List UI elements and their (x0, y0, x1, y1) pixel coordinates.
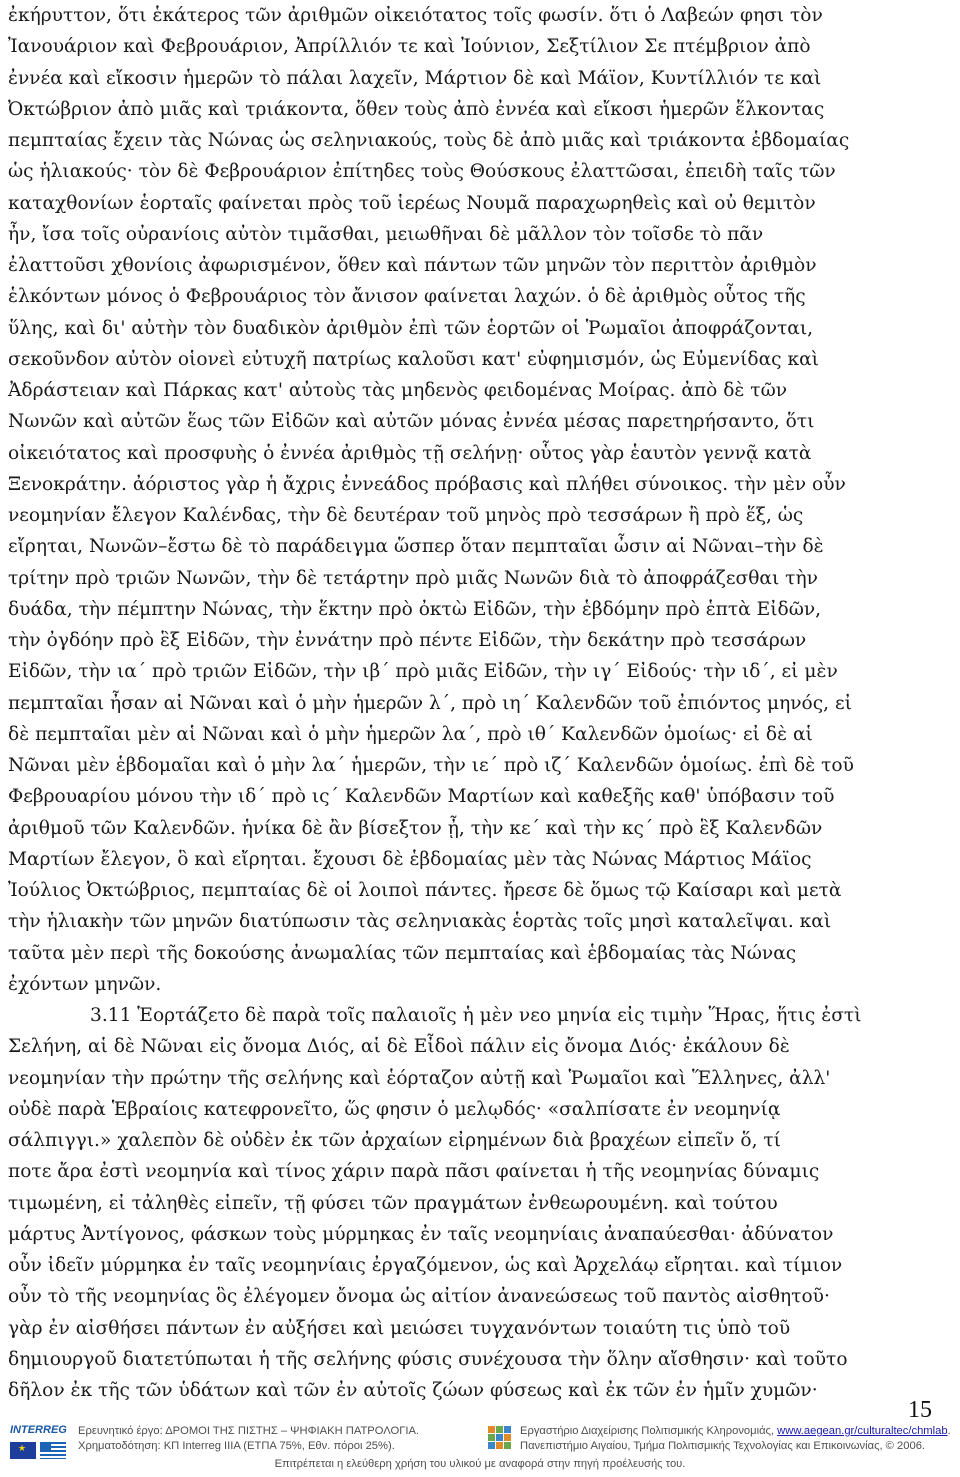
lab-website-link[interactable]: www.aegean.gr/culturaltec/chmlab (777, 1425, 948, 1437)
text-line: ἀριθμοῦ τῶν Καλενδῶν. ἡνίκα δὲ ἂν βίσεξτον ᾖ, τὴν κε´ καὶ τὴν κς´ πρὸ ἓξ Καλενδῶν (8, 817, 823, 839)
text-line: τὴν ὀγδόην πρὸ ἓξ Εἰδῶν, τὴν ἐννάτην πρὸ πέντε Εἰδῶν, τὴν δεκάτην πρὸ τεσσάρων (8, 630, 807, 651)
main-text (8, 0, 958, 1000)
text-line: τιμωμένη, εἰ τἀληθὲς εἰπεῖν, τῇ φύσει τῶν πραγμάτων ἐνθεωρουμένη. καὶ τούτου (8, 1192, 778, 1214)
text-line: Νωνῶν καὶ αὐτῶν ἕως τῶν Εἰδῶν καὶ αὐτῶν μόνας ἐννέα μέσας παρετηρήσαντο, ὅτι (8, 411, 815, 433)
text-line: Ἰανουάριον καὶ Φεβρουάριον, Ἀπρίλλιόν τε καὶ Ἰούνιον, Σεξτίλιον Σε πτέμβριον ἀπὸ (8, 36, 811, 58)
text-line: Εἰδῶν, τὴν ια´ πρὸ τριῶν Εἰδῶν, τὴν ιβ´ πρὸ μιᾶς Εἰδῶν, τὴν ιγ´ Εἰδούς· τὴν ιδ´, εἰ μὲν (8, 661, 838, 683)
text-line: δυάδα, τὴν πέμπτην Νώνας, τὴν ἕκτην πρὸ ὀκτὼ Εἰδῶν, τὴν ἑβδόμην πρὸ ἑπτὰ Εἰδῶν, (8, 598, 822, 620)
text-line: ἦν, ἴσα τοῖς οὐρανίοις αὐτὸν τιμᾶσθαι, μειωθῆναι δὲ μᾶλλον τὸν τοῖσδε τὸ πᾶν (8, 223, 764, 245)
interreg-logo-text: INTERREG (10, 1424, 67, 1436)
footer-lab-name: Εργαστήριο Διαχείρισης Πολιτισμικής Κληρονομιάς, (520, 1425, 778, 1437)
text-line: Σελήνη, αἱ δὲ Νῶναι εἰς ὄνομα Διός, αἱ δὲ Εἶδοὶ πάλιν εἰς ὄνομα Διός· ἐκάλουν δὲ (8, 1036, 790, 1058)
greek-flag-icon (40, 1442, 66, 1459)
text-line: πεμπταίας ἔχειν τὰς Νώνας ὡς σεληνιακούς, τοὺς δὲ ἀπὸ μιᾶς καὶ τριάκοντα ἑβδομαίας (8, 130, 850, 151)
footer-project-line: Ερευνητικό έργο: ΔΡΟΜΟΙ ΤΗΣ ΠΙΣΤΗΣ – ΨΗΦΙΑΚΗ ΠΑΤΡΟΛΟΓΙΑ. (78, 1425, 420, 1437)
text-line: οὖν τὸ τῆς νεομηνίας ὃς ἐλέγομεν ὄνομα ὡς αἰτίον ἀνανεώσεως τοῦ παντὸς αἰσθητοῦ· (8, 1286, 830, 1308)
text-line: Ξενοκράτην. ἀόριστος γὰρ ἡ ἄχρις ἐννεάδος πρόβασις καὶ πλήθει σύνοικος. τὴν μὲν οὖν (8, 473, 846, 495)
text-line: Νῶναι μὲν ἑβδομαῖαι καὶ ὁ μὴν λα´ ἡμερῶν, τὴν ιε´ πρὸ ιζ´ Καλενδῶν ὁμοίως. ἐπὶ δὲ τοῦ (8, 755, 854, 776)
text-line: ὡς ἡλιακούς· τὸν δὲ Φεβρουάριον ἐπίτηδες τοὺς Θούσκους ἐλαττῶσαι, ἐπειδὴ ταῖς τῶν (8, 161, 836, 183)
text-line: τὴν ἡλιακὴν τῶν μηνῶν διατύπωσιν τὰς σεληνιακὰς ἑορτὰς τοῖς μησὶ καταλεῖψαι. καὶ (8, 911, 832, 933)
lab-logo-icon (486, 1424, 514, 1454)
text-line: Ἀδράστειαν καὶ Πάρκας κατ' αὐτοὺς τὰς μηδενὸς φειδομένας Μοίρας. ἀπὸ δὲ τῶν (8, 380, 788, 401)
text-line: σεκοῦνδον αὐτὸν οἱονεὶ εὐτυχῆ πατρίως καλοῦσι κατ' εὐφημισμόν, ὡς Εὐμενίδας καὶ (8, 348, 819, 370)
text-line: οὐδὲ παρὰ Ἑβραίοις κατεφρονεῖτο, ὥς φησιν ὁ μελῳδός· «σαλπίσατε ἐν νεομηνίᾳ (8, 1098, 781, 1120)
text-line: ταῦτα μὲν περὶ τῆς δοκούσης ἀνωμαλίας τῶν πεμπταίας καὶ ἑβδομαίας τὰς Νώνας (8, 942, 797, 964)
page-number: 15 (908, 1397, 932, 1423)
text-line: ἐκήρυττον, ὅτι ἑκάτερος τῶν ἀριθμῶν οἰκειότατος τοῖς φωσίν. ὅτι ὁ Λαβεών φησι τὸν (8, 5, 823, 26)
footer-logos (10, 1420, 68, 1460)
text-line: ὕλης, καὶ δι' αὐτὴν τὸν δυαδικὸν ἀριθμὸν ἐπὶ τῶν ἑορτῶν οἱ Ῥωμαῖοι ἀποφράζονται, (8, 317, 814, 339)
text-line: ἐχόντων μηνῶν. (8, 973, 162, 995)
footer-lab-line (520, 1424, 960, 1439)
text-line: οἰκειότατος καὶ προσφυὴς ὁ ἐννέα ἀριθμὸς τῇ σελήνῃ· οὗτος γὰρ ἑαυτὸν γεννᾷ κατὰ (8, 442, 812, 464)
text-line: δημιουργοῦ διατετύπωται ἡ τῆς σελήνης φύσις συνέχουσα τὴν ὅλην αἴσθησιν· καὶ τοῦτο (8, 1348, 848, 1370)
footer-usage-notice: Επιτρέπεται η ελεύθερη χρήση του υλικού με αναφορά στην πηγή προέλευσής του. (274, 1458, 686, 1470)
text-line: Ὀκτώβριον ἀπὸ μιᾶς καὶ τριάκοντα, ὅθεν τοὺς ἀπὸ ἐννέα καὶ εἴκοσι ἡμερῶν ἕλκοντας (8, 98, 825, 120)
text-line: ἐννέα καὶ εἴκοσιν ἡμερῶν τὸ πάλαι λαχεῖν, Μάρτιον δὲ καὶ Μάϊον, Κυντίλλιόν τε καὶ (8, 67, 822, 89)
text-line: δὲ πεμπταῖαι μὲν αἱ Νῶναι καὶ ὁ μὴν ἡμερῶν λα´, πρὸ ιθ´ Καλενδῶν ὁμοίως· εἰ δὲ αἱ (8, 723, 813, 745)
footer-university-line: Πανεπιστήμιο Αιγαίου, Τμήμα Πολιτισμικής Τεχνολογίας και Επικοινωνίας, © 2006. (520, 1440, 926, 1452)
text-line: 3.11 Ἑορτάζετο δὲ παρὰ τοῖς παλαιοῖς ἡ μὲν νεο μηνία εἰς τιμὴν Ἥρας, ἥτις ἐστὶ (90, 1005, 862, 1026)
footer (0, 1420, 960, 1477)
interreg-logo (10, 1420, 66, 1440)
footer-project-info (78, 1424, 438, 1454)
text-line: νεομηνίαν τὴν πρώτην τῆς σελήνης καὶ ἑόρταζον αὐτῇ καὶ Ῥωμαῖοι καὶ Ἕλληνες, ἀλλ' (8, 1067, 831, 1089)
text-line: μάρτυς Ἀντίγονος, φάσκων τοὺς μύρμηκας ἐν ταῖς νεομηνίαις ἀναπαύεσθαι· ἀδύνατον (8, 1223, 834, 1245)
text-line: πεμπταῖαι ἦσαν αἱ Νῶναι καὶ ὁ μὴν ἡμερῶν λ´, πρὸ ιη´ Καλενδῶν τοῦ ἐπιόντος μηνός, εἰ (8, 692, 852, 714)
text-line: ἑλκόντων μόνος ὁ Φεβρουάριος τὸν ἄνισον φαίνεται λαχών. ὁ δὲ ἀριθμὸς οὗτος τῆς (8, 286, 806, 308)
text-line: ποτε ἄρα ἐστὶ νεομηνία καὶ τίνος χάριν παρὰ πᾶσι φαίνεται ἡ τῆς νεομηνίας δύναμις (8, 1161, 820, 1183)
footer-lab-period: . (947, 1425, 951, 1437)
eu-flag-icon (10, 1442, 36, 1459)
text-line: Ἰούλιος Ὀκτώβριος, πεμπταίας δὲ οἱ λοιποὶ πάντες. ἤρεσε δὲ ὅμως τῷ Καίσαρι καὶ μετὰ (8, 880, 842, 901)
text-line: οὖν ἰδεῖν μύρμηκα ἐν ταῖς νεομηνίαις ἐργαζόμενον, ὡς καὶ Ἀρχελάῳ εἴρηται. καὶ τίμιον (8, 1255, 843, 1276)
footer-lab-info (520, 1424, 960, 1454)
text-line: ἐλαττοῦσι χθονίοις ἀφωρισμένον, ὅθεν καὶ πάντων τῶν μηνῶν τὸν περιττὸν ἀριθμὸν (8, 255, 817, 276)
text-line: εἴρηται, Νωνῶν–ἔστω δὲ τὸ παράδειγμα ὥσπερ ὅταν πεμπταῖαι ὦσιν αἱ Νῶναι–τὴν δὲ (8, 536, 824, 558)
text-line: νεομηνίαν ἔλεγον Καλένδας, τὴν δὲ δευτέραν τοῦ μηνὸς πρὸ τεσσάρων ἢ πρὸ ἕξ, ὡς (8, 505, 804, 526)
footer-funding-line: Χρηματοδότηση: ΚΠ Interreg IIIA (ΕΤΠΑ 75%, Εθν. πόροι 25%). (78, 1440, 395, 1452)
text-line: καταχθονίων ἑορταῖς φαίνεται πρὸς τοῦ ἱερέως Νουμᾶ παραχωρηθεὶς καὶ οὐ θεμιτὸν (8, 192, 816, 214)
text-line: τρίτην πρὸ τριῶν Νωνῶν, τὴν δὲ τετάρτην πρὸ μιᾶς Νωνῶν διὰ τὸ ἀποφράζεσθαι τὴν (8, 567, 818, 589)
text-line: Μαρτίων ἔλεγον, ὃ καὶ εἴρηται. ἔχουσι δὲ ἑβδομαίας μὲν τὰς Νώνας Μάρτιος Μάϊος (8, 848, 812, 870)
text-line: σάλπιγγι.» χαλεπὸν δὲ οὐδὲν ἐκ τῶν ἀρχαίων εἰρημένων διὰ βραχέων εἰπεῖν ὅ, τί (8, 1130, 781, 1151)
text-line: δῆλον ἐκ τῆς τῶν ὑδάτων καὶ τῶν ἐν αὐτοῖς ζώων φύσεως καὶ ἐκ τῶν ἐν ἡμῖν χυμῶν· (8, 1380, 818, 1401)
document-page (8, 0, 958, 1406)
text-line: γὰρ ἐν αἰσθήσει πάντων ἐν αὐξήσει καὶ μειώσει τυγχανόντων τοιαύτη τις ὑπὸ τοῦ (8, 1317, 791, 1339)
section-3-11-text (8, 1000, 958, 1406)
text-line: Φεβρουαρίου μόνου τὴν ιδ´ πρὸ ις´ Καλενδῶν Μαρτίων καὶ καθεξῆς καθ' ὑπόβασιν τοῦ (8, 786, 835, 808)
